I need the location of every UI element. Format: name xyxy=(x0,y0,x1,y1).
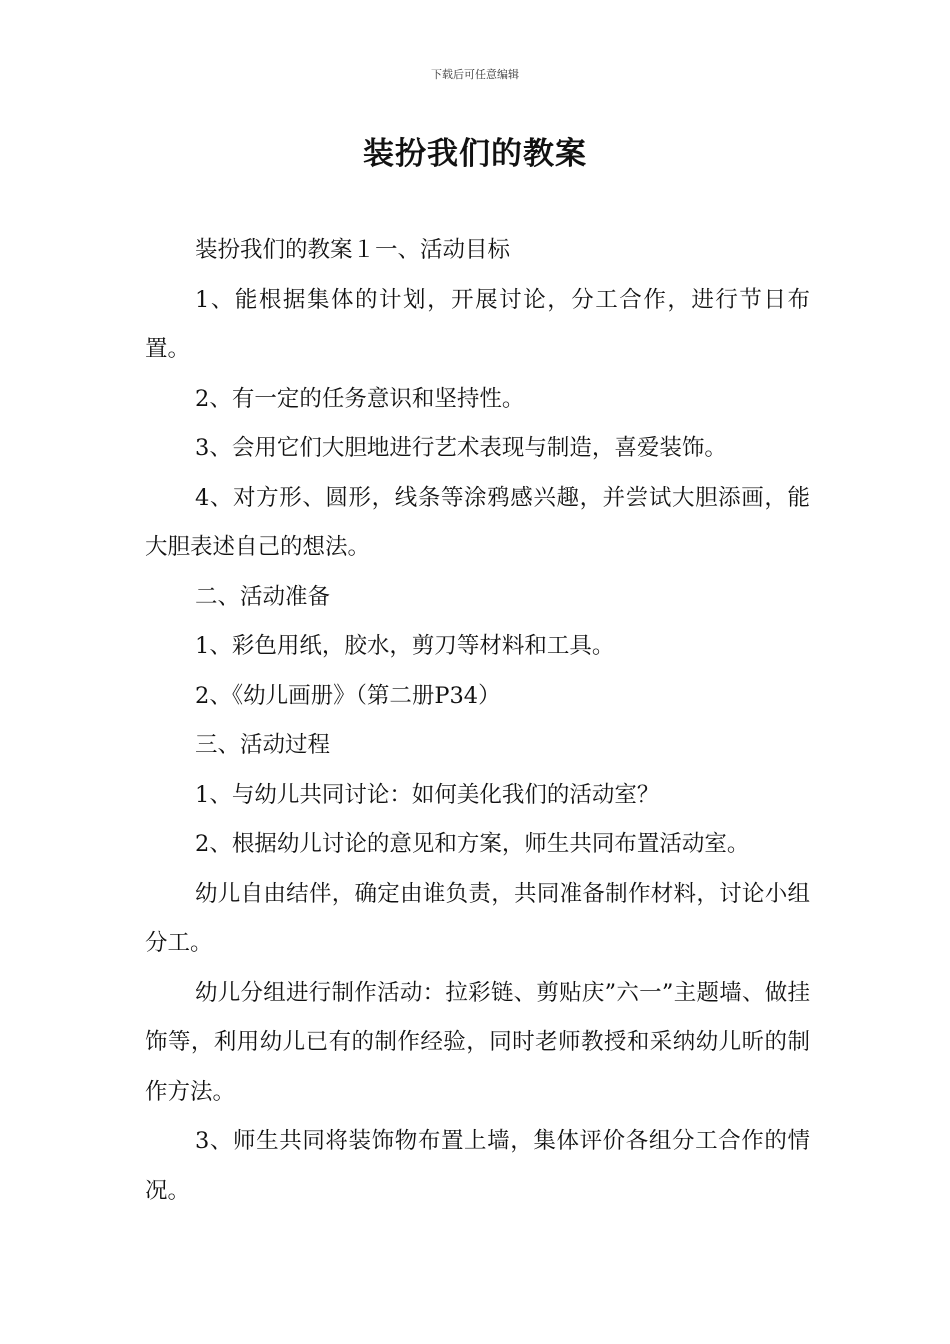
paragraph-intro-heading: 装扮我们的教案１一、活动目标 xyxy=(195,237,511,263)
paragraph-goal-2: 2、有一定的任务意识和坚持性。 xyxy=(195,385,525,412)
paragraph-goal-4: 4、对方形、圆形，线条等涂鸦感兴趣，并尝试大胆添画，能大胆表述自己的想法。 xyxy=(145,484,810,560)
paragraph-goal-1: 1、能根据集体的计划，开展讨论，分工合作，进行节日布置。 xyxy=(145,286,810,362)
paragraph-prep-2: 2、《幼儿画册》（第二册P34） xyxy=(195,682,501,709)
document-title: 装扮我们的教案 xyxy=(363,136,587,172)
paragraph-process-making: 幼儿分组进行制作活动：拉彩链、剪贴庆”六一”主题墙、做挂饰等，利用幼儿已有的制作经验，同时老师教授和采纳幼儿昕的制作方法。 xyxy=(145,979,810,1105)
section-heading-preparation: 二、活动准备 xyxy=(195,583,331,610)
paragraph-prep-1: 1、彩色用纸，胶水，剪刀等材料和工具。 xyxy=(195,633,615,659)
paragraph-process-grouping: 幼儿自由结伴，确定由谁负责，共同准备制作材料，讨论小组分工。 xyxy=(145,880,810,956)
header-note: 下载后可任意编辑 xyxy=(431,68,519,81)
section-heading-process: 三、活动过程 xyxy=(195,732,331,758)
paragraph-process-1: 1、与幼儿共同讨论：如何美化我们的活动室？ xyxy=(195,781,660,808)
paragraph-goal-3: 3、会用它们大胆地进行艺术表现与制造，喜爱装饰。 xyxy=(195,435,727,461)
paragraph-process-3: 3、师生共同将装饰物布置上墙，集体评价各组分工合作的情况。 xyxy=(145,1128,810,1204)
document-body xyxy=(145,226,810,1216)
paragraph-process-2: 2、根据幼儿讨论的意见和方案，师生共同布置活动室。 xyxy=(195,831,750,857)
